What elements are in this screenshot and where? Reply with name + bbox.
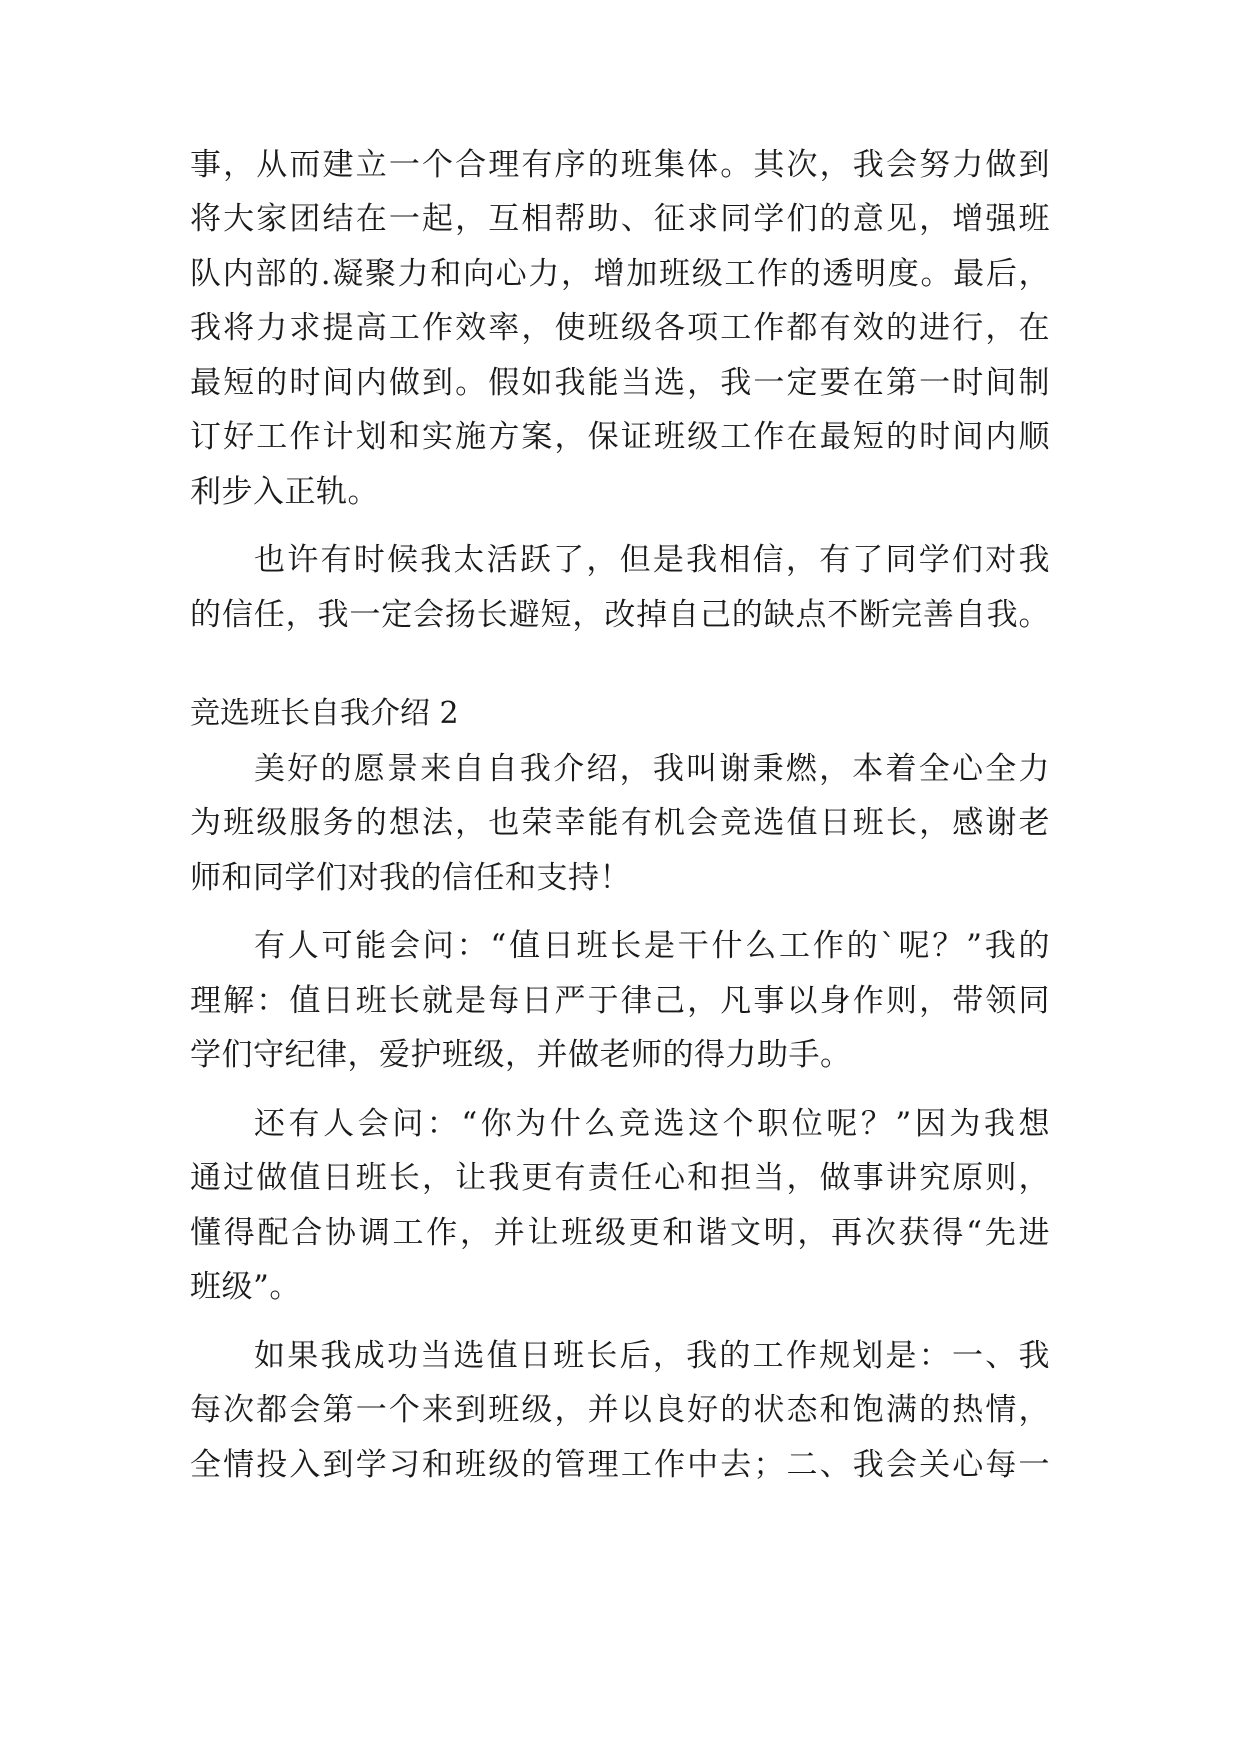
paragraph-line: 还有人会问：“你为什么竞选这个职位呢？”因为我想 <box>254 1106 1050 1142</box>
paragraph-line: 的信任，我一定会扬长避短，改掉自己的缺点不断完善自我。 <box>190 597 1050 633</box>
paragraph-line: 订好工作计划和实施方案，保证班级工作在最短的时间内顺 <box>190 419 1050 455</box>
paragraph-line: 理解：值日班长就是每日严于律己，凡事以身作则，带领同 <box>190 983 1050 1019</box>
paragraph-line: 也许有时候我太活跃了，但是我相信，有了同学们对我 <box>254 542 1050 578</box>
paragraph-line: 事，从而建立一个合理有序的班集体。其次，我会努力做到 <box>190 147 1050 183</box>
paragraph-line: 有人可能会问：“值日班长是干什么工作的`呢？”我的 <box>254 928 1050 964</box>
paragraph-line: 为班级服务的想法，也荣幸能有机会竞选值日班长，感谢老 <box>190 805 1050 841</box>
paragraph-line: 美好的愿景来自自我介绍，我叫谢秉燃，本着全心全力 <box>254 751 1050 787</box>
paragraph-line: 利步入正轨。 <box>190 474 379 510</box>
paragraph-line: 最短的时间内做到。假如我能当选，我一定要在第一时间制 <box>190 365 1050 401</box>
paragraph-line: 师和同学们对我的信任和支持！ <box>190 860 631 896</box>
paragraph-line: 学们守纪律，爱护班级，并做老师的得力助手。 <box>190 1037 852 1073</box>
section-heading: 竞选班长自我介绍 2 <box>190 696 459 731</box>
paragraph-line: 懂得配合协调工作，并让班级更和谐文明，再次获得“先进 <box>190 1215 1050 1251</box>
paragraph-line: 通过做值日班长，让我更有责任心和担当，做事讲究原则， <box>190 1160 1050 1196</box>
paragraph-line: 我将力求提高工作效率，使班级各项工作都有效的进行，在 <box>190 310 1050 346</box>
paragraph-line: 队内部的.凝聚力和向心力，增加班级工作的透明度。最后， <box>190 256 1050 292</box>
paragraph-line: 全情投入到学习和班级的管理工作中去；二、我会关心每一 <box>190 1447 1050 1483</box>
paragraph-line: 如果我成功当选值日班长后，我的工作规划是：一、我 <box>254 1338 1050 1374</box>
paragraph-line: 班级”。 <box>190 1269 301 1305</box>
paragraph-line: 将大家团结在一起，互相帮助、征求同学们的意见，增强班 <box>190 201 1050 237</box>
paragraph-line: 每次都会第一个来到班级，并以良好的状态和饱满的热情， <box>190 1392 1050 1428</box>
